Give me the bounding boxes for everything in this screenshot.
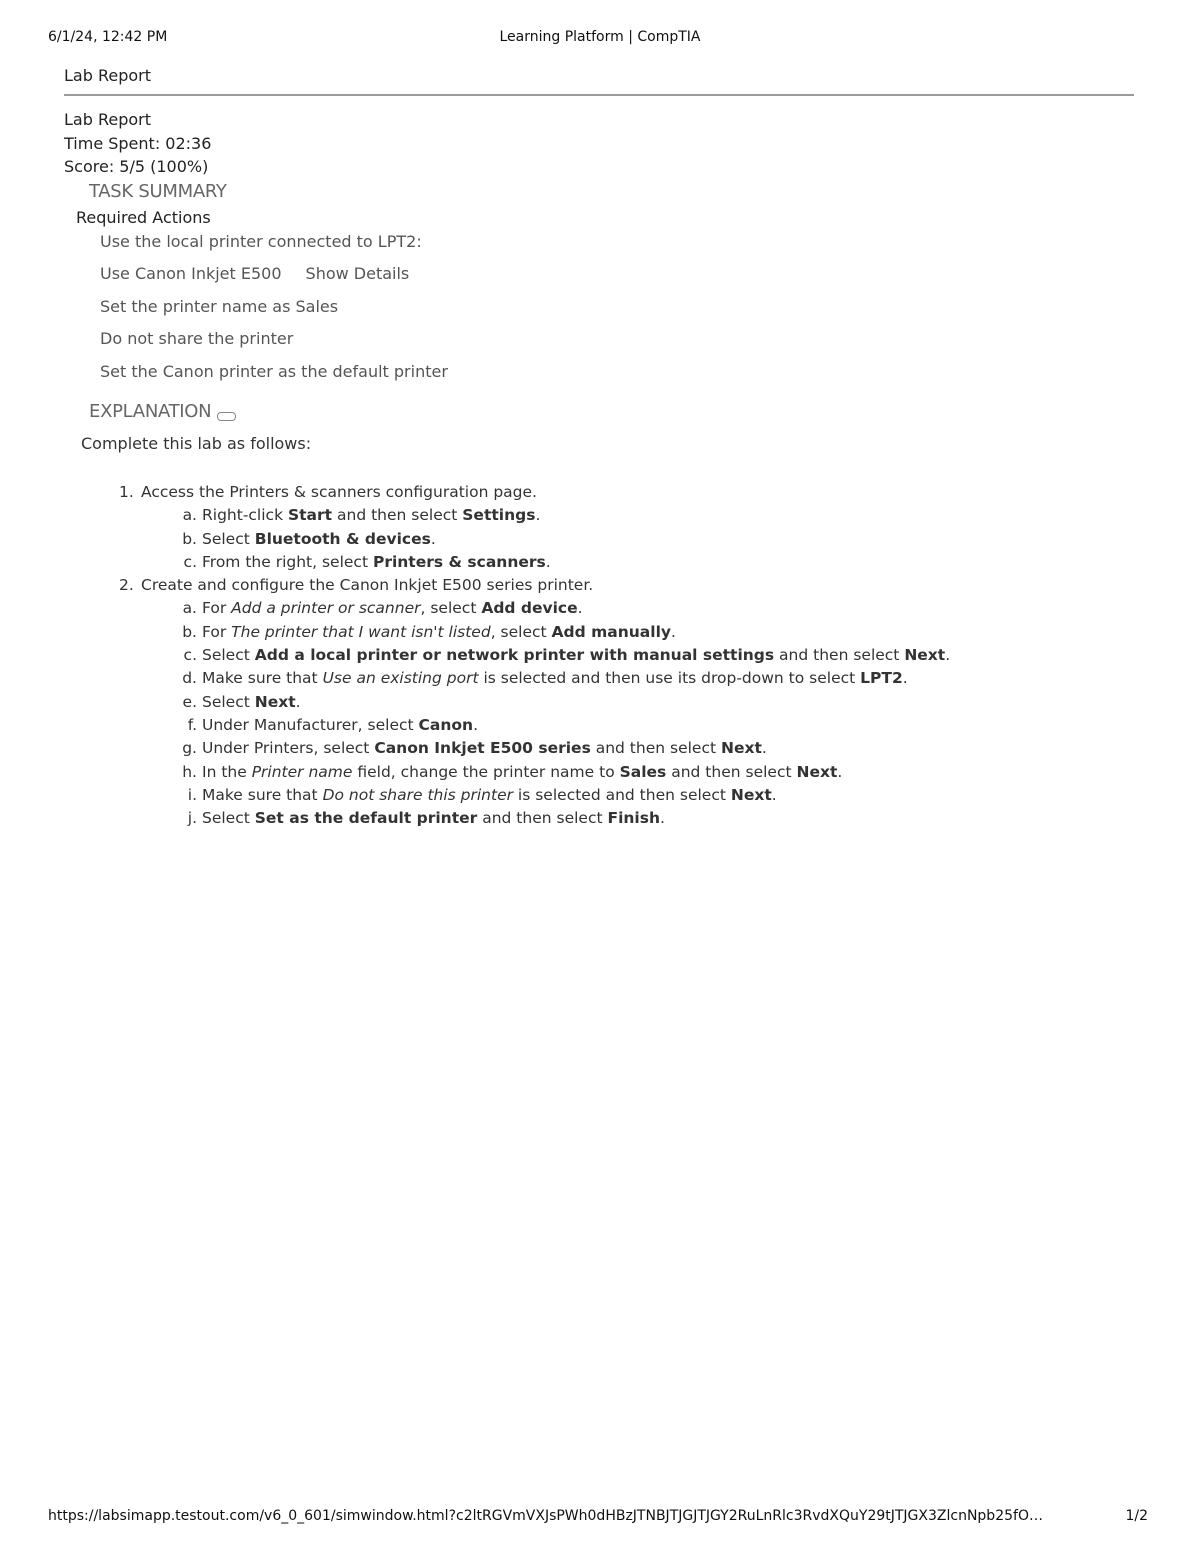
- substep-letter: c.: [183, 646, 197, 665]
- substep-text: Right-click: [202, 506, 288, 525]
- print-datetime: 6/1/24, 12:42 PM: [48, 29, 168, 45]
- substep-text: field, change the printer name to: [352, 762, 620, 781]
- substep-text: and then select: [332, 506, 463, 525]
- required-action-text: Use Canon Inkjet E500: [100, 264, 282, 283]
- lab-report-tab[interactable]: Lab Report: [64, 66, 151, 85]
- substep-item: [100, 667, 950, 690]
- substep-text: and then select: [590, 739, 721, 758]
- explanation-heading-text: EXPLANATION: [89, 401, 212, 422]
- show-details-link[interactable]: Show Details: [305, 264, 410, 283]
- substep-letter: f.: [187, 715, 197, 734]
- time-spent: Time Spent: 02:36: [64, 133, 212, 153]
- substep-text: Add a local printer or network printer with manual settings: [254, 646, 775, 665]
- substep-text: .: [660, 809, 665, 828]
- substep-text: .: [945, 646, 951, 665]
- substep-text: For: [202, 599, 232, 618]
- explanation-heading[interactable]: [89, 401, 236, 422]
- substep-text: Make sure that: [202, 785, 323, 804]
- substep-text: .: [670, 622, 676, 641]
- substep-item: [100, 807, 950, 830]
- substep-text: Sales: [619, 762, 667, 781]
- substep-text: Select: [202, 646, 255, 665]
- required-action-item: Set the Canon printer as the default printer: [100, 362, 448, 381]
- substep-text: Select: [202, 529, 255, 548]
- report-meta: [64, 108, 211, 179]
- required-actions-label: Required Actions: [76, 208, 211, 227]
- substep-text: Canon Inkjet E500 series: [374, 739, 591, 758]
- substep-text: From the right, select: [202, 552, 373, 571]
- substep-text: and then select: [477, 809, 608, 828]
- substep-text: .: [545, 552, 551, 571]
- substep-text: Next: [730, 785, 772, 804]
- substep-letter: b.: [182, 529, 197, 548]
- required-action-item: Set the printer name as Sales: [100, 297, 339, 316]
- substep-text: .: [430, 529, 436, 548]
- required-action-item: Use the local printer connected to LPT2:: [100, 232, 422, 251]
- substep-text: .: [577, 599, 583, 618]
- substep-item: [100, 644, 950, 667]
- substep-item: [100, 551, 950, 574]
- substep-text: Next: [796, 762, 838, 781]
- substep-letter: a.: [182, 599, 197, 618]
- score: Score: 5/5 (100%): [64, 157, 209, 176]
- step-item: [100, 481, 950, 504]
- substep-letter: e.: [182, 692, 197, 711]
- substep-item: [100, 621, 950, 644]
- substep-text: Next: [720, 739, 762, 758]
- substep-letter: h.: [182, 762, 197, 781]
- substep-text: .: [902, 669, 908, 688]
- substep-text: LPT2: [860, 669, 903, 688]
- substep-item: [100, 761, 950, 784]
- substep-text: Start: [287, 506, 333, 525]
- step-number: 1.: [119, 483, 134, 501]
- substep-letter: b.: [182, 622, 197, 641]
- step-number: 2.: [119, 576, 134, 595]
- substep-letter: c.: [183, 552, 197, 571]
- tab-divider: [64, 94, 1134, 96]
- report-title: Lab Report: [64, 110, 151, 129]
- substep-text: is selected and then use its drop-down to select: [478, 669, 861, 688]
- substep-text: Under Manufacturer, select: [202, 715, 419, 734]
- substep-letter: a.: [182, 506, 197, 525]
- substep-item: [100, 528, 950, 551]
- substep-text: The printer that I want isn't listed: [231, 622, 491, 641]
- substep-text: Set as the default printer: [254, 809, 478, 828]
- task-summary-heading[interactable]: TASK SUMMARY: [89, 181, 227, 202]
- substep-item: [100, 737, 950, 760]
- substep-text: .: [295, 692, 301, 711]
- collapse-icon[interactable]: [217, 412, 236, 421]
- print-url: https://labsimapp.testout.com/v6_0_601/simwindow.html?c2ltRGVmVXJsPWh0dHBzJTNBJTJGJTJGY2RuLnRlc3RvdXQuY29tJTJGX3ZlcnNpb25fO…: [48, 1508, 1043, 1524]
- substep-text: , select: [420, 599, 482, 618]
- substep-text: Next: [904, 646, 946, 665]
- substep-letter: j.: [187, 809, 197, 828]
- substep-item: [100, 714, 950, 737]
- substep-text: For: [202, 622, 232, 641]
- substep-text: Select: [202, 692, 255, 711]
- substep-letter: i.: [187, 785, 197, 804]
- substep-text: Next: [254, 692, 296, 711]
- explanation-steps: [100, 481, 950, 830]
- print-page-title: Learning Platform | CompTIA: [499, 29, 701, 45]
- substep-text: Canon: [418, 715, 474, 734]
- print-page-number: 1/2: [1125, 1508, 1148, 1524]
- substep-text: Printer name: [251, 762, 353, 781]
- substep-text: Select: [202, 809, 255, 828]
- substep-text: and then select: [666, 762, 797, 781]
- substep-text: .: [473, 715, 479, 734]
- substep-letter: g.: [182, 739, 197, 758]
- substep-text: and then select: [774, 646, 905, 665]
- substep-text: In the: [202, 762, 252, 781]
- substep-text: Finish: [607, 809, 660, 828]
- substep-text: Add a printer or scanner: [231, 599, 421, 618]
- substep-text: .: [771, 785, 777, 804]
- substep-item: [100, 691, 950, 714]
- substep-text: Settings: [462, 506, 536, 525]
- substep-item: [100, 504, 950, 527]
- substep-item: [100, 597, 950, 620]
- substep-text: Add device: [481, 599, 578, 618]
- substep-text: is selected and then select: [513, 785, 731, 804]
- explanation-intro: Complete this lab as follows:: [81, 434, 312, 453]
- substep-text: .: [535, 506, 541, 525]
- required-action-item: Do not share the printer: [100, 329, 294, 348]
- substep-item: [100, 784, 950, 807]
- substep-text: Printers & scanners: [372, 552, 546, 571]
- step-text: Create and configure the Canon Inkjet E500 series printer.: [141, 576, 594, 595]
- substep-text: Add manually: [551, 622, 671, 641]
- substep-text: Do not share this printer: [322, 785, 513, 804]
- step-item: [100, 574, 950, 597]
- substep-text: Under Printers, select: [202, 739, 375, 758]
- substep-text: Bluetooth & devices: [254, 529, 431, 548]
- required-action-item: [100, 264, 409, 283]
- step-text: Access the Printers & scanners configuration page.: [141, 483, 537, 501]
- substep-text: , select: [490, 622, 552, 641]
- substep-text: .: [837, 762, 843, 781]
- substep-text: .: [761, 739, 767, 758]
- substep-text: Make sure that: [202, 669, 323, 688]
- substep-letter: d.: [182, 669, 197, 688]
- substep-text: Use an existing port: [322, 669, 479, 688]
